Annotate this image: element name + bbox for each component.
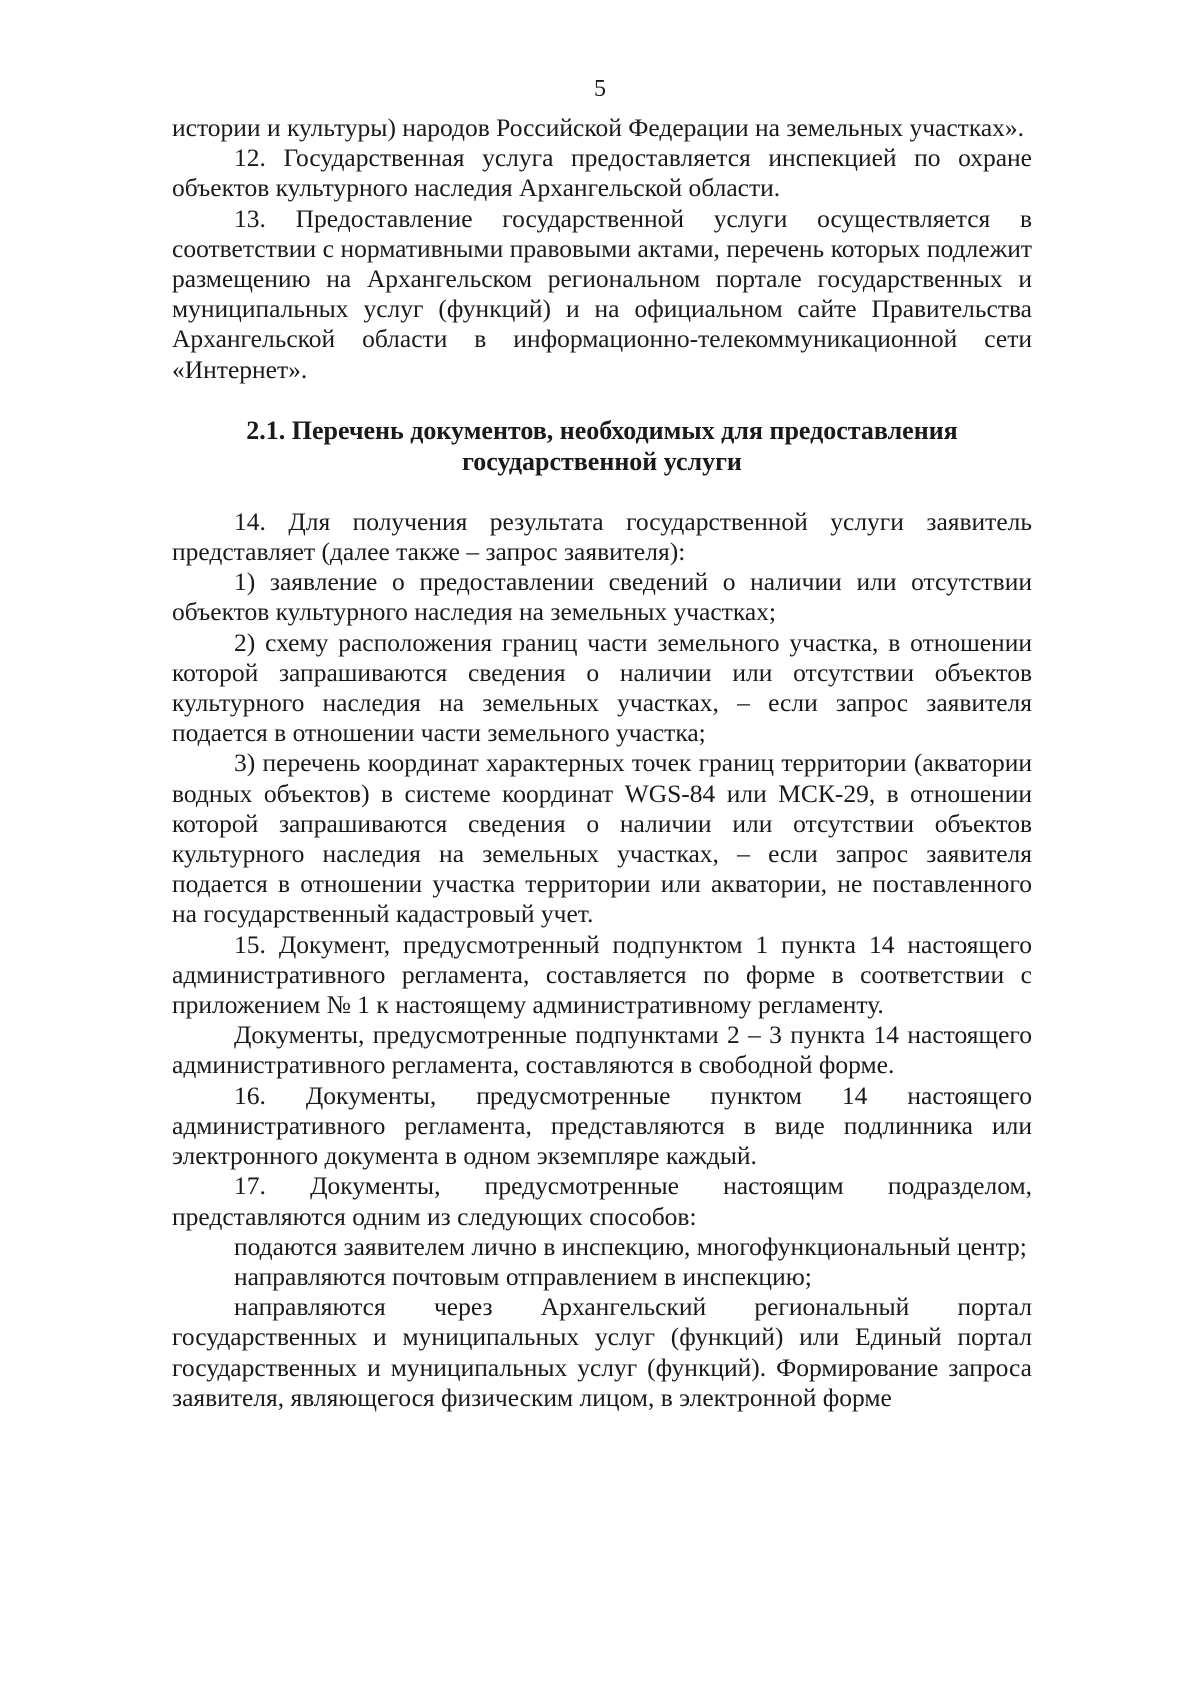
- paragraph-17-method-2: направляются почтовым отправлением в инспекцию;: [234, 1261, 812, 1291]
- page-number: 5: [594, 76, 606, 102]
- paragraph-14-item-3: 3) перечень координат характерных точек границ территории (акватории водных объектов) в системе координат WGS-84 или МСК-29, в отношении которой запрашиваются сведения о наличии или отсутствии объектов культурного наследия на земельных участках, – если запрос заявителя подается в отношении участка территории или акватории, не поставленного на государственный кадастровый учет.: [172, 748, 1032, 929]
- paragraph-14: 14. Для получения результата государственной услуги заявитель представляет (далее также – запрос заявителя):: [172, 506, 1032, 567]
- paragraph-15-continuation: Документы, предусмотренные подпунктами 2 – 3 пункта 14 настоящего административного регламента, составляются в свободной форме.: [172, 1020, 1032, 1080]
- section-heading-line1: 2.1. Перечень документов, необходимых для предоставления: [246, 415, 958, 445]
- paragraph-17-method-3: направляются через Архангельский региональный портал государственных и муниципальных услуг (функций) или Единый портал государственных и муниципальных услуг (функций). Формирование запроса заявителя, являющегося физическим лицом, в электронной форме: [172, 1292, 1032, 1412]
- paragraph-12: 12. Государственная услуга предоставляется инспекцией по охране объектов культурного наследия Архангельской области.: [172, 143, 1032, 203]
- paragraph-14-item-1: 1) заявление о предоставлении сведений о наличии или отсутствии объектов культурного наследия на земельных участках;: [172, 567, 1032, 627]
- section-heading-line2: государственной услуги: [462, 446, 742, 476]
- paragraph-13: 13. Предоставление государственной услуги осуществляется в соответствии с нормативными правовыми актами, перечень которых подлежит размещению на Архангельском региональном портале государственных и муниципальных услуг (функций) и на официальном сайте Правительства Архангельской области в информационно-телекоммуникационной сети «Интернет».: [172, 203, 1032, 384]
- paragraph-17: 17. Документы, предусмотренные настоящим подразделом, представляются одним из следующих способов:: [172, 1171, 1032, 1231]
- paragraph-14-item-2: 2) схему расположения границ части земельного участка, в отношении которой запрашиваются сведения о наличии или отсутствии объектов культурного наследия на земельных участках, – если запрос заявителя подается в отношении части земельного участка;: [172, 627, 1032, 748]
- section-heading: [172, 415, 1032, 477]
- document-body: [172, 113, 1032, 1413]
- paragraph-continuation: истории и культуры) народов Российской Федерации на земельных участках».: [172, 113, 1025, 142]
- paragraph-16: 16. Документы, предусмотренные пунктом 14 настоящего административного регламента, представляются в виде подлинника или электронного документа в одном экземпляре каждый.: [172, 1080, 1032, 1171]
- paragraph-15: 15. Документ, предусмотренный подпунктом 1 пункта 14 настоящего административного регламента, составляется по форме в соответствии с приложением № 1 к настоящему административному регламенту.: [172, 929, 1032, 1020]
- paragraph-17-method-1: подаются заявителем лично в инспекцию, многофункциональный центр;: [234, 1231, 1027, 1261]
